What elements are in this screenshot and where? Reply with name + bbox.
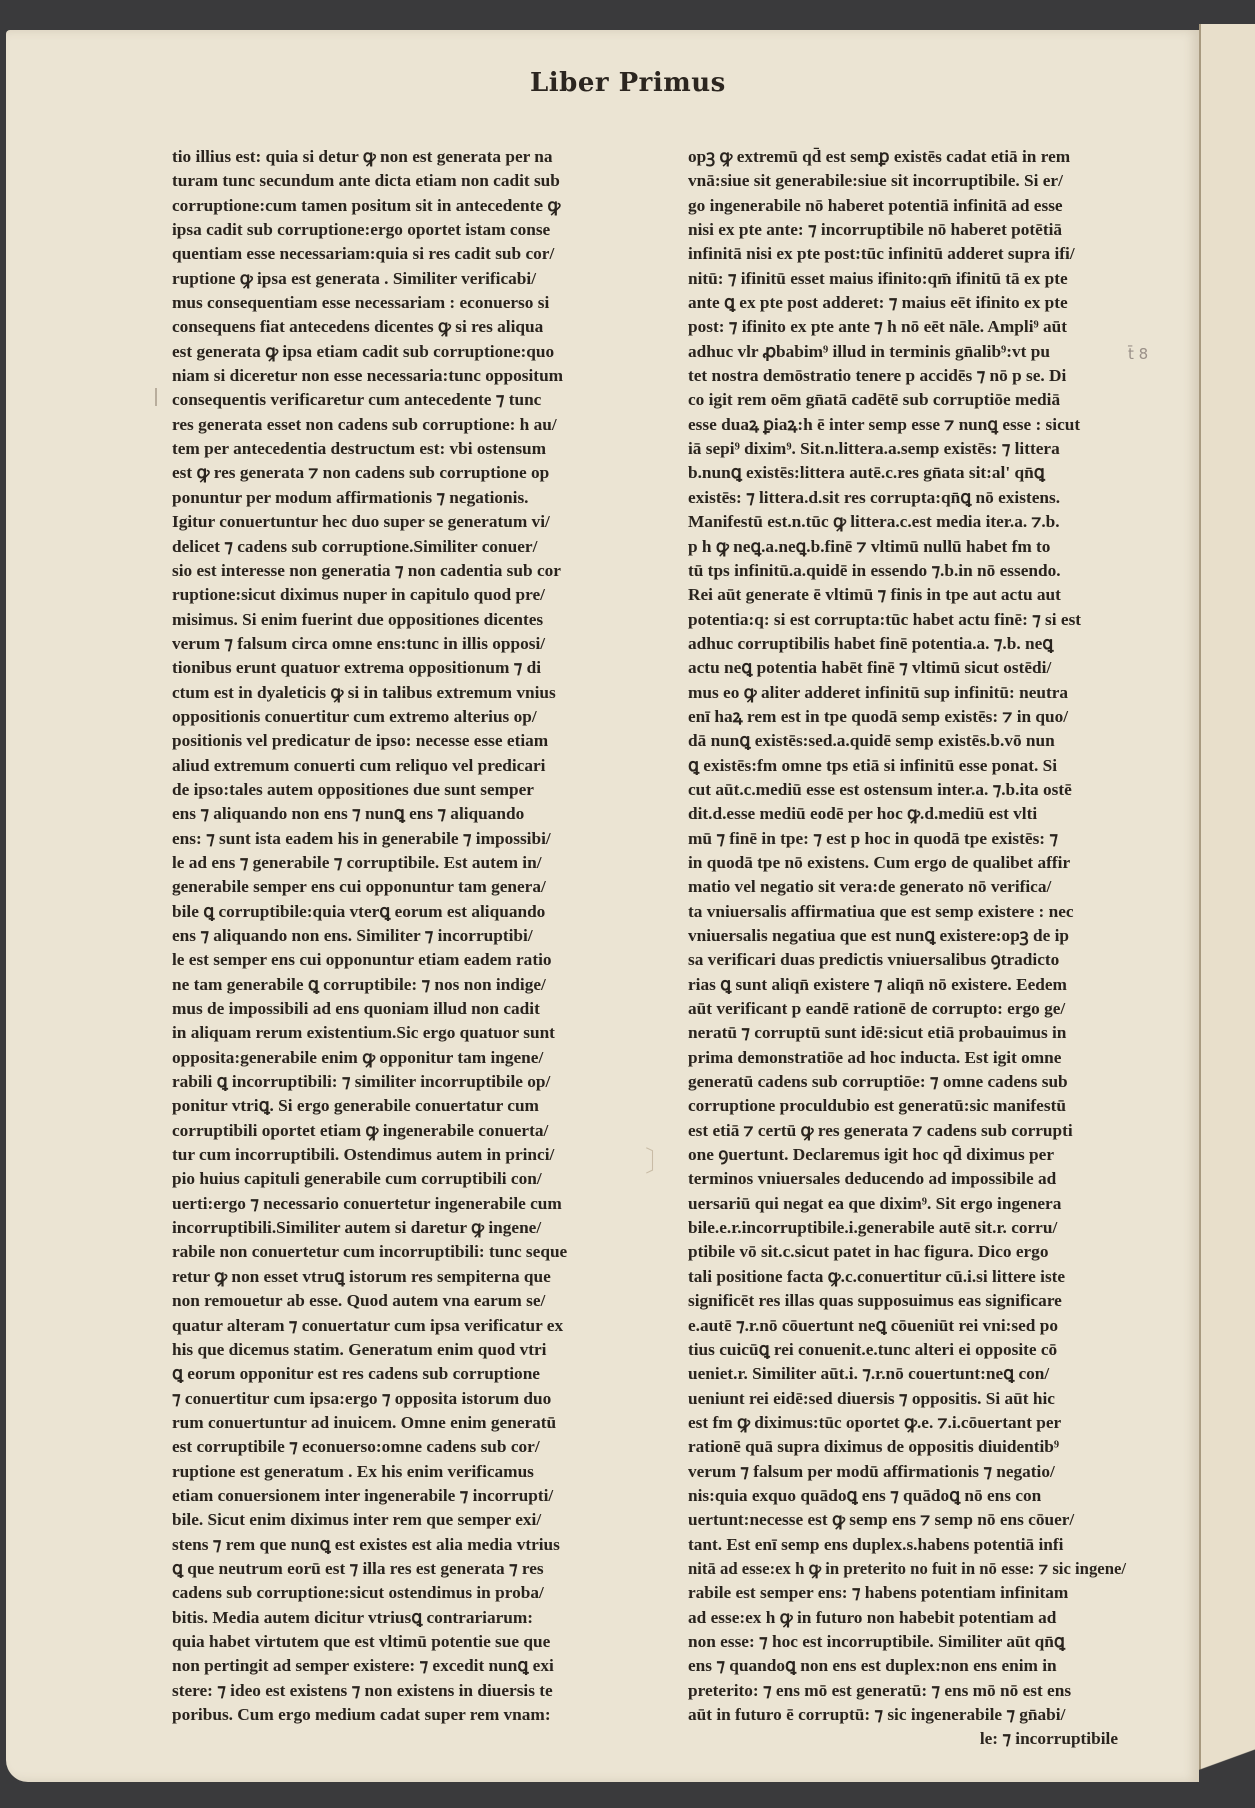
text-line: ruptione est generatum . Ex his enim verificamus bbox=[172, 1461, 534, 1481]
text-line: actu neꝗ potentia habēt finē ⁊ vltimū sicut ostēdi/ bbox=[688, 658, 1052, 678]
text-line: tionibus erunt quatuor extrema oppositionum ⁊ di bbox=[172, 658, 541, 678]
text-line: adhuc corruptibilis habet finē potentia.a. ⁊.b. neꝗ bbox=[688, 633, 1054, 653]
margin-stray-mark bbox=[155, 388, 157, 406]
text-line: rabile est semper ens: ⁊ habens potentiam infinitam bbox=[688, 1583, 1069, 1603]
text-line: pio huius capituli generabile cum corruptibili con/ bbox=[172, 1169, 542, 1189]
text-line: bitis. Media autem dicitur vtriusꝗ contrariarum: bbox=[172, 1607, 534, 1627]
text-line: non esse: ⁊ hoc est incorruptibile. Similiter aūt qn̄ꝗ bbox=[688, 1631, 1065, 1651]
text-line: ens ⁊ quandoꝗ non ens est duplex:non ens enim in bbox=[688, 1656, 1057, 1676]
text-line: tū tps infinitū.a.quidē in essendo ⁊.b.in nō essendo. bbox=[688, 560, 1061, 580]
text-line: est ꝙ res generata ⁊ non cadens sub corruptione op bbox=[172, 463, 550, 483]
text-line: opꝫ ꝙ extremū qd̄ est semꝑ existēs cadat etiā in rem bbox=[688, 147, 1071, 166]
text-line: matio vel negatio sit vera:de generato nō verifica/ bbox=[688, 877, 1052, 897]
text-line: nitā ad esse:ex h ꝙ in preterito no fuit in nō esse: ⁊ sic ingene/ bbox=[688, 1558, 1127, 1578]
text-line: ens ⁊ aliquando non ens. Similiter ⁊ incorruptibi/ bbox=[172, 926, 533, 945]
left-text-column bbox=[172, 145, 602, 1727]
text-line: aūt verificant p eandē rationē de corrupto: ergo ge/ bbox=[688, 999, 1066, 1019]
text-line: corruptione proculdubio est generatū:sic manifestū bbox=[688, 1096, 1066, 1116]
text-line: ruptione ꝙ ipsa est generata . Similiter verificabi/ bbox=[172, 268, 536, 288]
text-line: post: ⁊ ifinito ex pte ante ⁊ h nō eēt nāle. Ampli⁹ aūt bbox=[688, 317, 1068, 337]
text-line: bile ꝗ corruptibile:quia vterꝗ eorum est aliquando bbox=[172, 901, 546, 921]
text-line: tem per antecedentia destructum est: vbi ostensum bbox=[172, 439, 547, 459]
text-line: dā nunꝗ existēs:sed.a.quidē semp existēs.b.vō nun bbox=[688, 731, 1055, 751]
text-line: p h ꝙ neꝗ.a.neꝗ.b.finē ⁊ vltimū nullū habet fm to bbox=[688, 536, 1051, 556]
margin-bracket-mark: 〕 bbox=[645, 1145, 674, 1178]
text-line: iā sepi⁹ dixim⁹. Sit.n.littera.a.semp existēs: ⁊ littera bbox=[688, 439, 1060, 459]
text-line: de ipso:tales autem oppositiones due sunt semper bbox=[172, 779, 534, 799]
text-line: sa verificari duas predictis vniuersalibus ꝯtradicto bbox=[688, 950, 1060, 970]
text-line: oppositionis conuertitur cum extremo alterius op/ bbox=[172, 706, 537, 726]
text-line: ⁊ conuertitur cum ipsa:ergo ⁊ opposita istorum duo bbox=[172, 1388, 552, 1408]
text-line: Igitur conuertuntur hec duo super se generatum vi/ bbox=[172, 512, 550, 532]
right-text-column bbox=[688, 145, 1128, 1752]
text-line: bile. Sicut enim diximus inter rem que semper exi/ bbox=[172, 1510, 542, 1530]
text-line: mū ⁊ finē in tpe: ⁊ est p hoc in quodā tpe existēs: ⁊ bbox=[688, 828, 1058, 848]
text-line: le ad ens ⁊ generabile ⁊ corruptibile. Est autem in/ bbox=[172, 852, 542, 872]
text-line: Rei aūt generate ē vltimū ⁊ finis in tpe aut actu aut bbox=[688, 585, 1061, 605]
text-line: ueniunt rei eidē:sed diuersis ⁊ oppositis. Si aūt hic bbox=[688, 1388, 1055, 1408]
text-line: ad esse:ex h ꝙ in futuro non habebit potentiam ad bbox=[688, 1607, 1057, 1627]
text-line: significēt res illas quas supposuimus eas significare bbox=[688, 1291, 1062, 1311]
text-line: ne tam generabile ꝗ corruptibile: ⁊ nos non indige/ bbox=[172, 974, 546, 994]
text-line: co igit rem oēm gn̄atā cadētē sub corruptiōe mediā bbox=[688, 390, 1061, 410]
text-line: quatur alteram ⁊ conuertatur cum ipsa verificatur ex bbox=[172, 1315, 564, 1335]
text-line: non pertingit ad semper existere: ⁊ excedit nunꝗ exi bbox=[172, 1656, 554, 1676]
text-line: adhuc vlr ꝓbabim⁹ illud in terminis gn̄alib⁹:vt pu bbox=[688, 341, 1050, 361]
text-line: bile.e.r.incorruptibile.i.generabile autē sit.r. corru/ bbox=[688, 1218, 1058, 1238]
text-line: tet nostra demōstratio tenere p accidēs ⁊ nō p se. Di bbox=[688, 366, 1067, 386]
text-line: dit.d.esse mediū eodē per hoc ꝙ.d.mediū est vlti bbox=[688, 804, 1038, 824]
text-line: ꝗ que neutrum eorū est ⁊ illa res est generata ⁊ res bbox=[172, 1558, 544, 1578]
text-line: tant. Est enī semp ens duplex.s.habens potentiā infi bbox=[688, 1534, 1064, 1554]
text-line: esse duaꝝ ꝑiaꝝ:h ē inter semp esse ⁊ nunꝗ esse : sicut bbox=[688, 414, 1081, 434]
text-line: res generata esset non cadens sub corruptione: h au/ bbox=[172, 414, 557, 434]
text-line: poribus. Cum ergo medium cadat super rem vnam: bbox=[172, 1705, 551, 1724]
text-line: ante ꝗ ex pte post adderet: ⁊ maius eēt ifinito ex pte bbox=[688, 293, 1068, 313]
text-line: mus consequentiam esse necessariam : econuerso si bbox=[172, 293, 550, 313]
text-line: rias ꝗ sunt aliqn̄ existere ⁊ aliqn̄ nō existere. Eedem bbox=[688, 974, 1067, 994]
text-line: b.nunꝗ existēs:littera autē.c.res gn̄ata sit:al' qn̄ꝗ bbox=[688, 463, 1045, 483]
text-line: tius cuicūꝗ rei conuenit.e.tunc alteri ei opposite cō bbox=[688, 1339, 1058, 1359]
text-line: positionis vel predicatur de ipso: necesse esse etiam bbox=[172, 731, 549, 751]
text-line: non remouetur ab esse. Quod autem vna earum se/ bbox=[172, 1291, 546, 1311]
text-line: est corruptibile ⁊ econuerso:omne cadens sub cor/ bbox=[172, 1437, 540, 1457]
text-line: stens ⁊ rem que nunꝗ est existes est alia media vtrius bbox=[172, 1534, 560, 1554]
text-line: quia habet virtutem que est vltimū potentie sue que bbox=[172, 1631, 551, 1651]
text-line: prima demonstratiōe ad hoc inducta. Est igit omne bbox=[688, 1047, 1062, 1067]
text-line: vniuersalis negatiua que est nunꝗ existere:opꝫ de ip bbox=[688, 926, 1069, 945]
text-line: ens: ⁊ sunt ista eadem his in generabile ⁊ impossibi/ bbox=[172, 828, 551, 848]
text-line: one ꝯuertunt. Declaremus igit hoc qd̄ diximus per bbox=[688, 1145, 1055, 1165]
text-line: rabili ꝗ incorruptibili: ⁊ similiter incorruptibile op/ bbox=[172, 1072, 551, 1092]
text-line: enī haꝝ rem est in tpe quodā semp existēs: ⁊ in quo/ bbox=[688, 706, 1069, 726]
text-line: tur cum incorruptibili. Ostendimus autem in princi/ bbox=[172, 1145, 555, 1165]
text-line: est fm ꝙ diximus:tūc oportet ꝙ.e. ⁊.i.cōuertant per bbox=[688, 1412, 1062, 1432]
text-line: ruptione:sicut diximus nuper in capitulo quod pre/ bbox=[172, 585, 545, 605]
text-line: rationē quā supra diximus de oppositis diuidentib⁹ bbox=[688, 1437, 1060, 1457]
text-line: his que dicemus statim. Generatum enim quod vtri bbox=[172, 1339, 547, 1359]
text-line: Manifestū est.n.tūc ꝙ littera.c.est media iter.a. ⁊.b. bbox=[688, 512, 1060, 532]
text-line: ꝗ existēs:fm omne tps etiā si infinitū esse ponat. Si bbox=[688, 755, 1058, 775]
text-line: ta vniuersalis affirmatiua que est semp existere : nec bbox=[688, 901, 1074, 921]
text-line: tio illius est: quia si detur ꝙ non est generata per na bbox=[172, 147, 553, 166]
adjacent-page-edge bbox=[1199, 24, 1255, 1808]
text-line: nitū: ⁊ ifinitū esset maius ifinito:qm̄ ifinitū tā ex pte bbox=[688, 268, 1068, 288]
margin-annotation: t̄ 8 bbox=[1128, 345, 1149, 363]
text-line: uertunt:necesse est ꝙ semp ens ⁊ semp nō ens cōuer/ bbox=[688, 1510, 1075, 1530]
text-line: quentiam esse necessariam:quia si res cadit sub cor/ bbox=[172, 244, 555, 264]
text-line: go ingenerabile nō haberet potentiā infinitā ad esse bbox=[688, 195, 1063, 215]
text-line: e.autē ⁊.r.nō cōuertunt neꝗ cōueniūt rei vni:sed po bbox=[688, 1315, 1058, 1335]
text-line: turam tunc secundum ante dicta etiam non cadit sub bbox=[172, 171, 560, 191]
text-line: etiam conuersionem inter ingenerabile ⁊ incorrupti/ bbox=[172, 1485, 554, 1505]
text-line: aliud extremum conuerti cum reliquo vel predicari bbox=[172, 755, 546, 775]
text-line: le est semper ens cui opponuntur etiam eadem ratio bbox=[172, 950, 552, 970]
text-line: generabile semper ens cui opponuntur tam genera/ bbox=[172, 877, 546, 897]
text-line: verum ⁊ falsum per modū affirmationis ⁊ negatio/ bbox=[688, 1461, 1055, 1481]
text-line: uerti:ergo ⁊ necessario conuertetur ingenerabile cum bbox=[172, 1193, 562, 1213]
text-line: corruptibili oportet etiam ꝙ ingenerabile conuerta/ bbox=[172, 1120, 549, 1140]
text-line: tali positione facta ꝙ.c.conuertitur cū.i.si littere iste bbox=[688, 1266, 1066, 1286]
text-line: ens ⁊ aliquando non ens ⁊ nunꝗ ens ⁊ aliquando bbox=[172, 804, 525, 824]
text-line: uersariū qui negat ea que dixim⁹. Sit ergo ingenera bbox=[688, 1193, 1062, 1213]
text-line: in aliquam rerum existentium.Sic ergo quatuor sunt bbox=[172, 1023, 555, 1043]
text-line: consequens fiat antecedens dicentes ꝙ si res aliqua bbox=[172, 317, 544, 337]
text-line: verum ⁊ falsum circa omne ens:tunc in illis opposi/ bbox=[172, 633, 546, 653]
text-line: est etiā ⁊ certū ꝙ res generata ⁊ cadens sub corrupti bbox=[688, 1120, 1073, 1140]
text-line: delicet ⁊ cadens sub corruptione.Similiter conuer/ bbox=[172, 536, 538, 556]
text-line: generatū cadens sub corruptiōe: ⁊ omne cadens sub bbox=[688, 1072, 1068, 1092]
text-line: nis:quia exquo quādoꝗ ens ⁊ quādoꝗ nō ens con bbox=[688, 1485, 1042, 1505]
text-line: consequentis verificaretur cum antecedente ⁊ tunc bbox=[172, 390, 542, 410]
running-head: Liber Primus bbox=[530, 68, 726, 98]
text-line: rabile non conuertetur cum incorruptibili: tunc seque bbox=[172, 1242, 568, 1262]
text-line: cadens sub corruptione:sicut ostendimus in proba/ bbox=[172, 1583, 544, 1603]
text-line: opposita:generabile enim ꝙ opponitur tam ingene/ bbox=[172, 1047, 544, 1067]
text-line: neratū ⁊ corruptū sunt idē:sicut etiā probauimus in bbox=[688, 1023, 1067, 1043]
text-line: retur ꝙ non esset vtruꝗ istorum res sempiterna que bbox=[172, 1266, 551, 1286]
text-line: est generata ꝙ ipsa etiam cadit sub corruptione:quo bbox=[172, 341, 555, 361]
text-line: vnā:siue sit generabile:siue sit incorruptibile. Si er/ bbox=[688, 171, 1063, 191]
text-line: existēs: ⁊ littera.d.sit res corrupta:qn̄ꝗ nō existens. bbox=[688, 487, 1061, 507]
text-line: ꝗ eorum opponitur est res cadens sub corruptione bbox=[172, 1364, 540, 1384]
text-line: terminos vniuersales deducendo ad impossibile ad bbox=[688, 1169, 1057, 1189]
text-line: ipsa cadit sub corruptione:ergo oportet istam conse bbox=[172, 220, 551, 240]
text-line: rum conuertuntur ad inuicem. Omne enim generatū bbox=[172, 1412, 557, 1432]
text-line: ctum est in dyaleticis ꝙ si in talibus extremum vnius bbox=[172, 682, 556, 702]
text-line: incorruptibili.Similiter autem si daretur ꝙ ingene/ bbox=[172, 1218, 542, 1238]
text-line: aūt in futuro ē corruptū: ⁊ sic ingenerabile ⁊ gn̄abi/ bbox=[688, 1705, 1066, 1724]
text-line: stere: ⁊ ideo est existens ⁊ non existens in diuersis te bbox=[172, 1680, 553, 1700]
text-line: misimus. Si enim fuerint due oppositiones dicentes bbox=[172, 609, 544, 629]
text-line: infinitā nisi ex pte post:tūc infinitū adderet supra ifi/ bbox=[688, 244, 1075, 264]
text-line: in quodā tpe nō existens. Cum ergo de qualibet affir bbox=[688, 852, 1071, 872]
text-line: sio est interesse non generatia ⁊ non cadentia sub cor bbox=[172, 560, 561, 580]
text-line: le: ⁊ incorruptibile bbox=[979, 1729, 1118, 1749]
text-line: corruptione:cum tamen positum sit in antecedente ꝙ bbox=[172, 195, 561, 215]
text-line: ueniet.r. Similiter aūt.i. ⁊.r.nō couertunt:neꝗ con/ bbox=[688, 1364, 1050, 1384]
text-line: cut aūt.c.mediū esse est ostensum inter.a. ⁊.b.ita ostē bbox=[688, 779, 1072, 799]
text-line: nisi ex pte ante: ⁊ incorruptibile nō haberet potētiā bbox=[688, 220, 1063, 240]
text-line: ptibile vō sit.c.sicut patet in hac figura. Dico ergo bbox=[688, 1242, 1049, 1262]
text-line: ponitur vtriꝗ. Si ergo generabile conuertatur cum bbox=[172, 1096, 539, 1116]
text-line: preterito: ⁊ ens mō est generatū: ⁊ ens mō nō est ens bbox=[688, 1680, 1072, 1700]
adjacent-page-shadow bbox=[1199, 1730, 1255, 1808]
text-line: mus de impossibili ad ens quoniam illud non cadit bbox=[172, 999, 540, 1019]
text-line: mus eo ꝙ aliter adderet infinitū sup infinitū: neutra bbox=[688, 682, 1069, 702]
text-line: ponuntur per modum affirmationis ⁊ negationis. bbox=[172, 487, 529, 507]
text-line: niam si diceretur non esse necessaria:tunc oppositum bbox=[172, 366, 564, 386]
text-line: potentia:q: si est corrupta:tūc habet actu finē: ⁊ si est bbox=[688, 609, 1082, 629]
